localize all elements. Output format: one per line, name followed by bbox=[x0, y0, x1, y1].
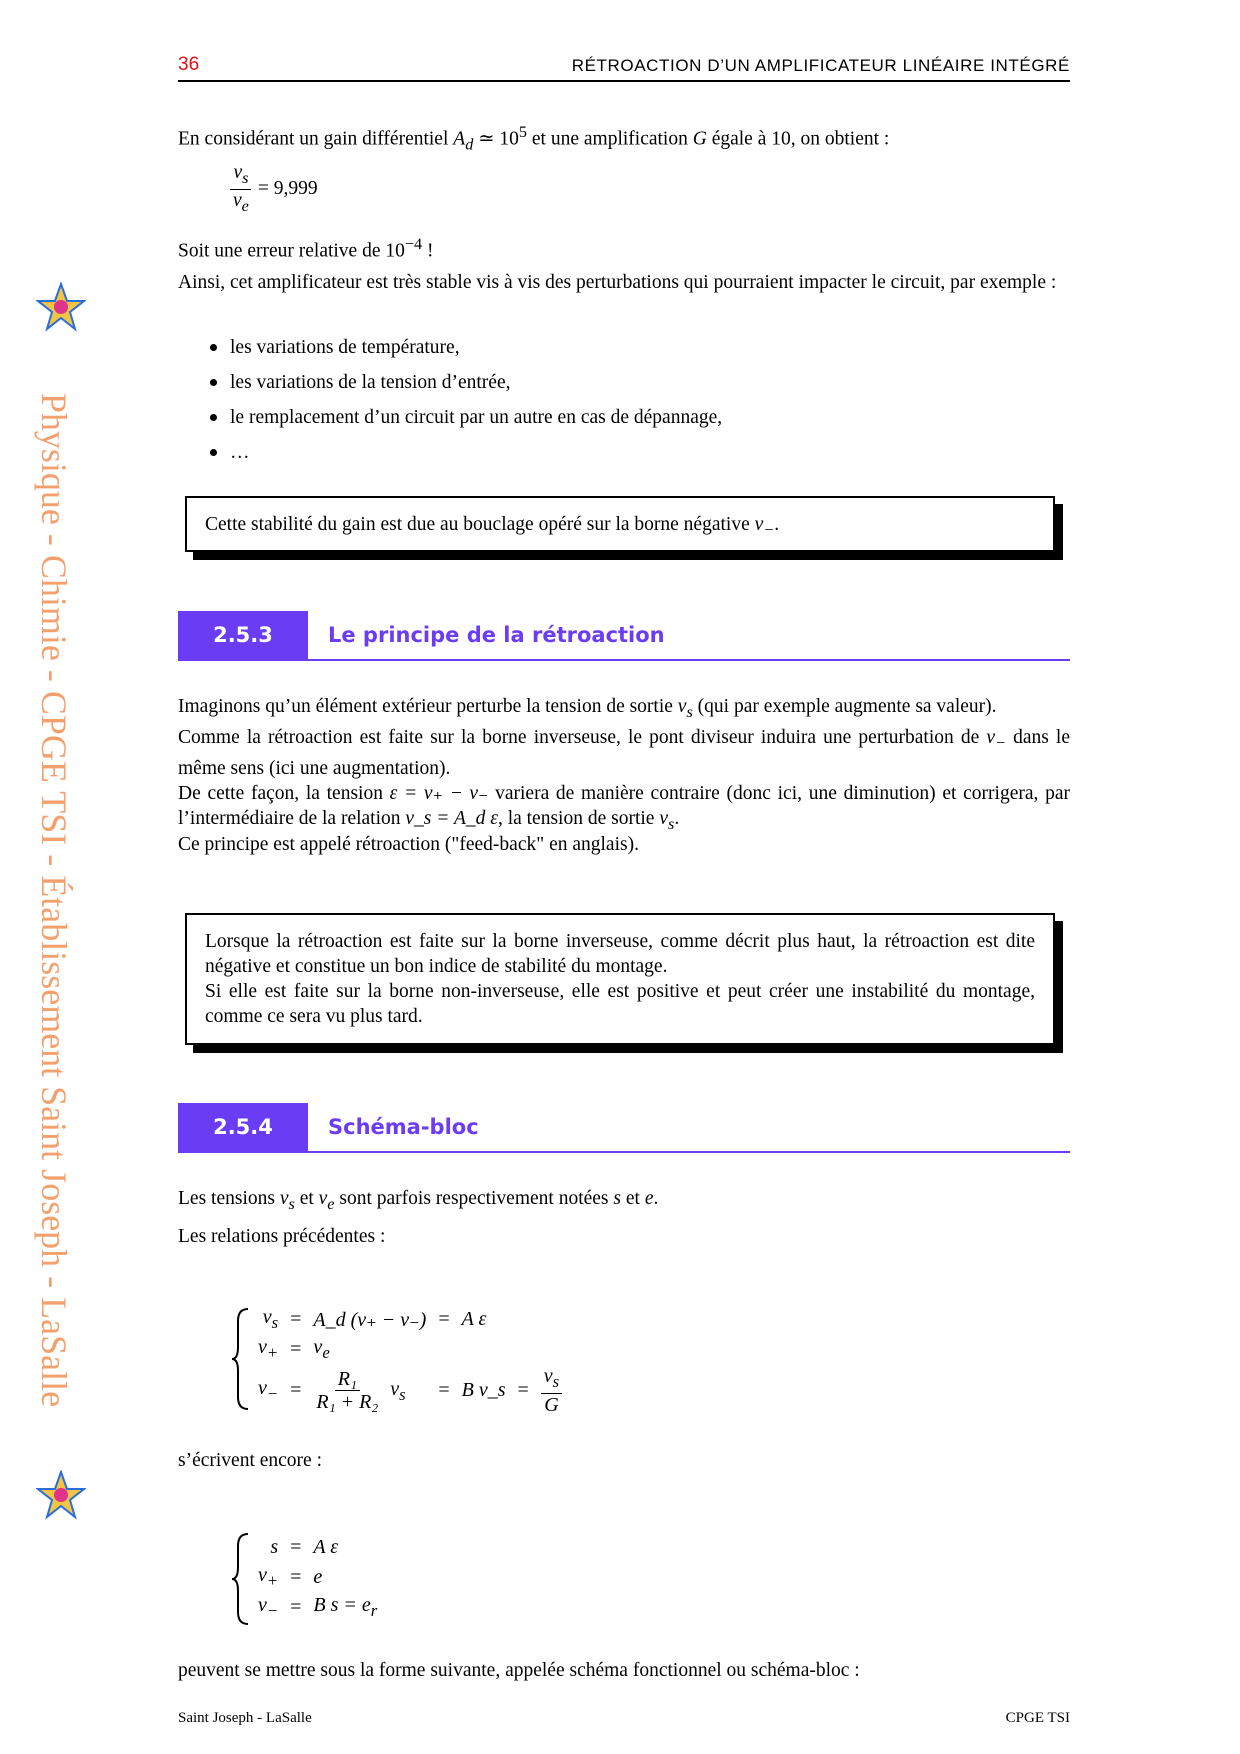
section-title-schema-bloc: Schéma-bloc bbox=[328, 1115, 479, 1139]
stability-paragraph: Ainsi, cet amplificateur est très stable vis à vis des perturbations qui pourraient impacter le circuit, par exemple : bbox=[178, 272, 1057, 293]
intro-gain-line: En considérant un gain différentiel $A_d$ ≃ $10^5$ et une amplification G égale à 10, on obtient : bbox=[178, 123, 890, 154]
section-number-2-5-3: 2.5.3 bbox=[178, 611, 308, 659]
retroaction-note-box: Lorsque la rétroaction est faite sur la borne inverseuse, comme décrit plus haut, la rétroaction est dite négative et constitue un bon indice de stabilité du montage. Si elle est faite sur la borne non-inverseuse, elle est positive et peut créer une instabilité du montage, comme ce sera vu plus tard. bbox=[185, 913, 1055, 1045]
list-item: … bbox=[178, 440, 1070, 475]
section-rule bbox=[178, 1151, 1070, 1153]
header-rule bbox=[178, 80, 1070, 82]
retroaction-paragraph: Imaginons qu’un élément extérieur perturbe la tension de sortie $v_s$ (qui par exemple augmente sa valeur). Comme la rétroaction est faite sur la borne inverseuse, le pont diviseur induira une perturbation de $v_-$ dans le même sens (ici une augmentation). De cette façon, la tension ε = v₊ − v₋ variera de manière contraire (donc ici, une diminution) et corrigera, par l’intermédiaire de la relation v_s = A_d ε, la tension de sortie $v_s$. bbox=[178, 696, 1070, 833]
page-number: 36 bbox=[178, 54, 200, 75]
running-header-title: RÉTROACTION D’UN AMPLIFICATEUR LINÉAIRE INTÉGRÉ bbox=[571, 56, 1070, 75]
school-logo-icon bbox=[36, 282, 86, 332]
list-item: les variations de température, bbox=[178, 335, 1070, 370]
relations-system: $v_s$ = A_d (v₊ − v₋) = A ε $v_+$ = $v_e$ $v_-$ = $\frac{\text{R₁}}{\text{R₁ + R₂}}$ $v_s$ = B v_s = $\frac{v_s}{G}$ bbox=[252, 1304, 568, 1416]
school-logo-icon-bottom bbox=[36, 1470, 86, 1520]
perturbation-list bbox=[178, 335, 1070, 475]
left-brace-icon-2 bbox=[230, 1532, 252, 1626]
simplified-system: s = A ε $v_+$ = e $v_-$ = B $s = e_r$ bbox=[258, 1535, 378, 1620]
left-brace-icon bbox=[230, 1307, 252, 1411]
section-rule bbox=[178, 659, 1070, 661]
schema-bloc-intro: peuvent se mettre sous la forme suivante, appelée schéma fonctionnel ou schéma-bloc : bbox=[178, 1660, 860, 1681]
notation-paragraph: Les tensions $v_s$ et $v_e$ sont parfois respectivement notées s et e. bbox=[178, 1188, 659, 1213]
footer-class: CPGE TSI bbox=[1005, 1710, 1070, 1726]
side-watermark-text: Physique - Chimie - CPGE TSI - Établissement Saint Joseph - LaSalle bbox=[34, 392, 74, 1408]
ratio-equation: $\frac{v_s}{v_e}$ = 9,999 bbox=[230, 162, 318, 217]
feedback-definition: Ce principe est appelé rétroaction ("feed-back" en anglais). bbox=[178, 834, 639, 855]
stability-note-box: Cette stabilité du gain est due au bouclage opéré sur la borne négative $v_-$. bbox=[185, 496, 1055, 552]
side-watermark bbox=[14, 290, 94, 1510]
relations-intro: Les relations précédentes : bbox=[178, 1226, 386, 1247]
relative-error-line: Soit une erreur relative de $10^{-4}$ ! bbox=[178, 235, 434, 262]
rewritten-intro: s’écrivent encore : bbox=[178, 1450, 323, 1471]
section-title-principe: Le principe de la rétroaction bbox=[328, 623, 665, 647]
list-item: les variations de la tension d’entrée, bbox=[178, 370, 1070, 405]
list-item: le remplacement d’un circuit par un autre en cas de dépannage, bbox=[178, 405, 1070, 440]
footer-school: Saint Joseph - LaSalle bbox=[178, 1710, 312, 1726]
section-number-2-5-4: 2.5.4 bbox=[178, 1103, 308, 1151]
